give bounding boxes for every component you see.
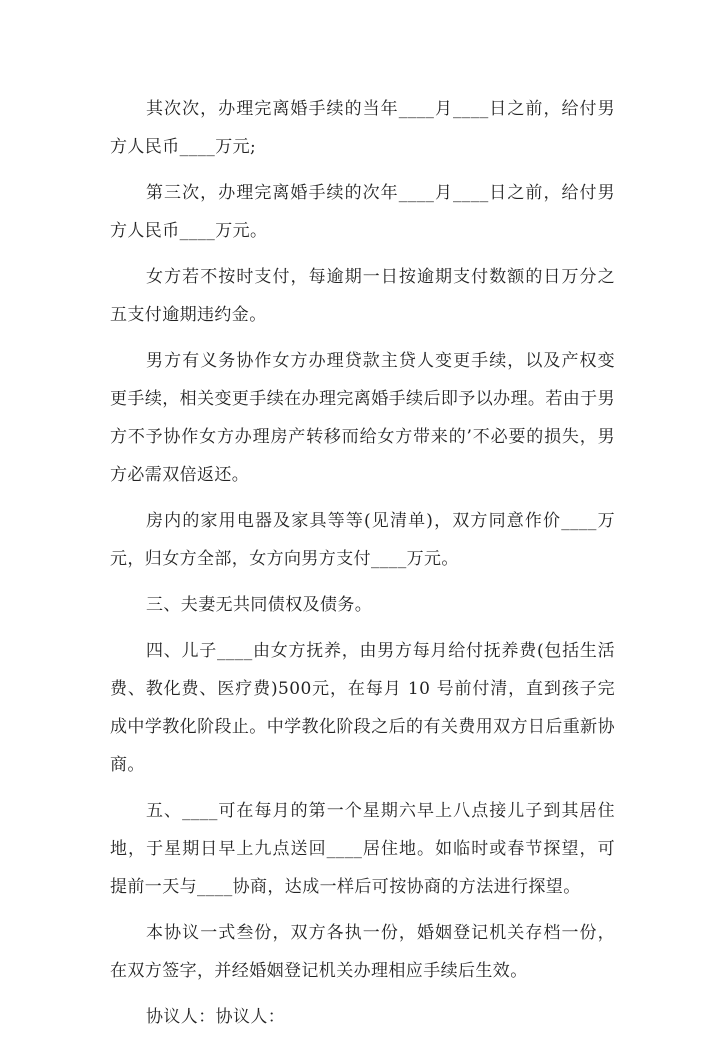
paragraph-furniture: 房内的家用电器及家具等等(见清单)，双方同意作价____万元，归女方全部，女方向男方支付____万元。 [110,511,615,569]
paragraph-signatories: 协议人：协议人： [146,1007,286,1027]
paragraph-loan-transfer: 男方有义务协作女方办理贷款主贷人变更手续，以及产权变更手续，相关变更手续在办理完离婚手续后即予以办理。若由于男方不予协作女方办理房产转移而给女方带来的’不必要的损失，男方必需双倍返还。 [110,351,615,485]
document-body [110,90,615,1044]
paragraph-late-penalty: 女方若不按时支付，每逾期一日按逾期支付数额的日万分之五支付逾期违约金。 [110,267,615,325]
paragraph-debts: 三、夫妻无共同债权及债务。 [146,595,373,615]
paragraph-second-payment: 其次次，办理完离婚手续的当年____月____日之前，给付男方人民币____万元; [110,99,615,157]
paragraph-copies: 本协议一式叁份，双方各执一份，婚姻登记机关存档一份，在双方签字，并经婚姻登记机关办理相应手续后生效。 [110,923,615,981]
paragraph-third-payment: 第三次，办理完离婚手续的次年____月____日之前，给付男方人民币____万元。 [110,183,615,241]
paragraph-visitation: 五、____可在每月的第一个星期六早上八点接儿子到其居住地，于星期日早上九点送回____居住地。如临时或春节探望，可提前一天与____协商，达成一样后可按协商的方法进行探望。 [110,801,615,897]
paragraph-child-custody: 四、儿子____由女方抚养，由男方每月给付抚养费(包括生活费、教化费、医疗费)500元，在每月 10 号前付清，直到孩子完成中学教化阶段止。中学教化阶段之后的有关费用双方日后重新协商。 [110,641,615,775]
